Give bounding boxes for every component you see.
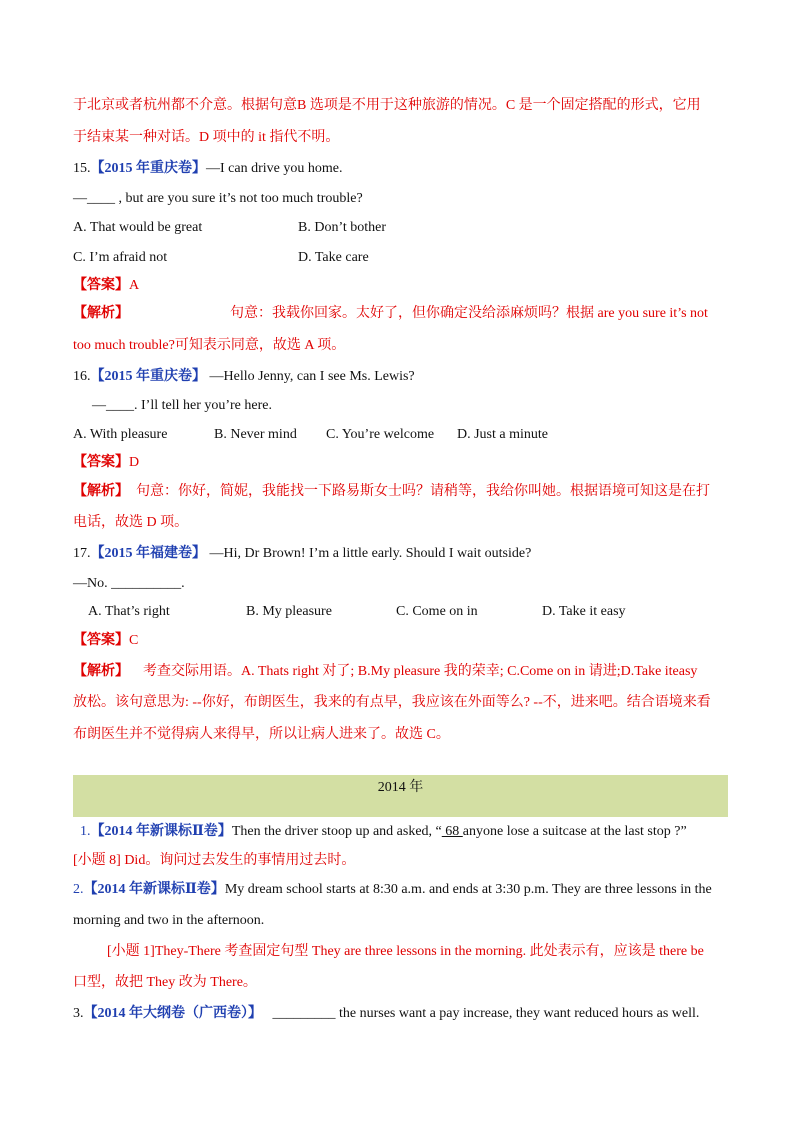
problem-text: My dream school starts at 8:30 a.m. and ends at 3:30 p.m. They are three lessons in the [224, 882, 712, 897]
problem-blank: 68 [441, 824, 463, 839]
question-stem: —Hi, Dr Brown! I’m a little early. Should I wait outside? [206, 546, 532, 561]
question-stem: —Hello Jenny, can I see Ms. Lewis? [206, 369, 415, 384]
problem-text: Then the driver stoop up and asked, “ [231, 824, 442, 839]
problem-2-text-line-2: morning and two in the afternoon. [73, 913, 265, 928]
question-source: 【2015 年重庆卷】 [90, 369, 206, 384]
problem-source: 【2014 年新课标Ⅱ卷】 [83, 882, 225, 897]
q16-option-b: B. Never mind [214, 427, 297, 442]
question-17-reply: —No. __________. [73, 576, 185, 591]
analysis-label: 【解析】 [73, 306, 129, 321]
q15-option-d: D. Take care [298, 250, 369, 265]
q15-analysis-line-2: too much trouble?可知表示同意，故选 A 项。 [73, 338, 346, 353]
question-number: 17. [73, 546, 91, 561]
problem-number: 3. [73, 1006, 84, 1021]
answer-value: D [129, 455, 140, 470]
q17-option-d: D. Take it easy [542, 604, 626, 619]
q15-option-b: B. Don’t bother [298, 220, 387, 235]
answer-value: C [129, 633, 139, 648]
answer-label: 【答案】 [73, 278, 129, 293]
question-15-reply: —____ , but are you sure it’s not too much trouble? [73, 191, 363, 206]
q16-option-a: A. With pleasure [73, 427, 168, 442]
answer-label: 【答案】 [73, 455, 129, 470]
question-15-header [73, 160, 342, 178]
analysis-label: 【解析】 [73, 484, 129, 499]
q15-option-a: A. That would be great [73, 220, 203, 235]
q17-analysis-line-1 [73, 663, 697, 681]
q16-option-c: C. You’re welcome [326, 427, 435, 442]
q16-option-d: D. Just a minute [457, 427, 548, 442]
q17-option-b: B. My pleasure [246, 604, 332, 619]
analysis-text: 考查交际用语。A. Thats right 对了; B.My pleasure 我的荣幸; C.Come on in 请进;D.Take iteasy [143, 664, 698, 679]
question-source: 【2015 年重庆卷】 [90, 161, 206, 176]
intro-line-1: 于北京或者杭州都不介意。根据句意B 选项是不用于这种旅游的情况。C 是一个固定搭配的形式，它用 [73, 98, 701, 113]
problem-1-note: [小题 8] Did。询问过去发生的事情用过去时。 [73, 853, 356, 868]
question-source: 【2015 年福建卷】 [90, 546, 206, 561]
problem-source: 【2014 年新课标Ⅱ卷】 [90, 824, 232, 839]
problem-number: 1. [80, 824, 91, 839]
question-16-reply: —____. I’ll tell her you’re here. [92, 398, 272, 413]
q16-answer [73, 454, 139, 472]
q15-analysis-label [73, 305, 129, 323]
q17-analysis-line-2: 放松。该句意思为: --你好，布朗医生，我来的有点早，我应该在外面等么? --不，进来吧。结合语境来看 [73, 695, 711, 710]
q17-option-a: A. That’s right [88, 604, 170, 619]
analysis-text: 句意：你好，简妮，我能找一下路易斯女士吗？请稍等，我给你叫她。根据语境可知这是在打 [136, 484, 710, 499]
problem-source: 【2014 年大纲卷（广西卷）】 [83, 1006, 262, 1021]
intro-line-2: 于结束某一种对话。D 项中的 it 指代不明。 [73, 130, 340, 145]
problem-text-after: anyone lose a suitcase at the last stop ?” [462, 824, 687, 839]
q15-analysis-line-1: 句意：我载你回家。太好了，但你确定没给添麻烦吗？根据 are you sure it’s not [230, 306, 708, 321]
answer-label: 【答案】 [73, 633, 129, 648]
year-section-title: 2014 年 [377, 780, 424, 795]
year-section-banner [73, 775, 728, 817]
q16-analysis-line-1 [73, 483, 710, 501]
problem-3-header [73, 1005, 699, 1023]
q17-answer [73, 632, 138, 650]
analysis-label: 【解析】 [73, 664, 129, 679]
question-17-header [73, 545, 531, 563]
q17-analysis-line-3: 布朗医生并不觉得病人来得早，所以让病人进来了。故选 C。 [73, 727, 450, 742]
q15-answer [73, 277, 139, 295]
question-number: 15. [73, 161, 91, 176]
problem-2-note-line-2: 口型，故把 They 改为 There。 [73, 975, 257, 990]
q17-option-c: C. Come on in [396, 604, 478, 619]
problem-2-header [73, 881, 712, 899]
question-number: 16. [73, 369, 91, 384]
answer-value: A [129, 278, 140, 293]
q16-analysis-line-2: 电话，故选 D 项。 [73, 515, 189, 530]
problem-text: _________ the nurses want a pay increase, they want reduced hours as well. [269, 1006, 700, 1021]
problem-1-header [80, 823, 687, 841]
problem-2-note-line-1: [小题 1]They-There 考查固定句型 They are three lessons in the morning. 此处表示有，应该是 there be [107, 944, 704, 959]
question-stem: —I can drive you home. [206, 161, 343, 176]
problem-number: 2. [73, 882, 84, 897]
question-16-header [73, 368, 415, 386]
q15-option-c: C. I’m afraid not [73, 250, 168, 265]
